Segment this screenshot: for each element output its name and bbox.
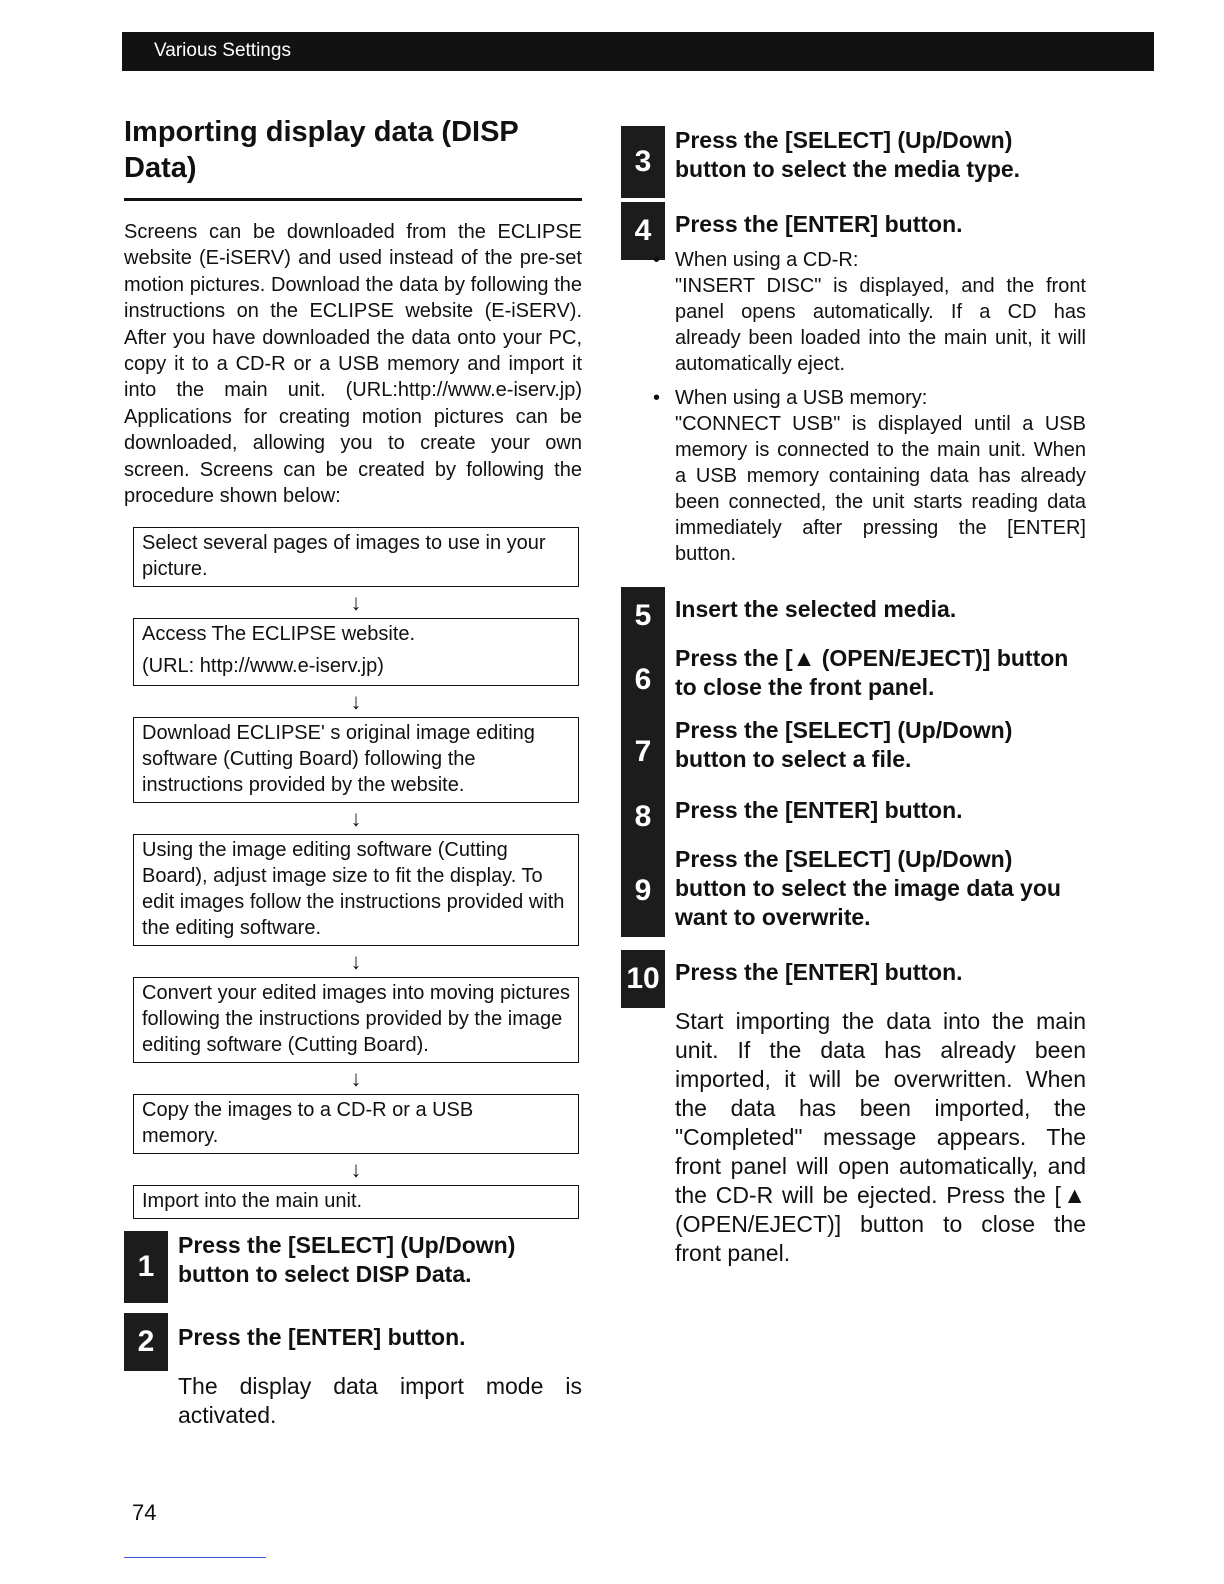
flow-box-text: Download ECLIPSE' s original image editing software (Cutting Board) following the instructions provided by the website.: [142, 722, 535, 797]
flow-box-text: Access The ECLIPSE website.: [142, 623, 416, 646]
step-instruction: Press the [ENTER] button.: [178, 1324, 466, 1351]
flow-box: [133, 618, 579, 686]
list-item: [675, 247, 1086, 377]
bullet-heading: • When using a CD-R:: [675, 249, 859, 271]
procedure-flowchart: [133, 527, 579, 1219]
flow-box: [133, 1185, 579, 1219]
step-instruction: Press the [ENTER] button.: [675, 797, 963, 823]
down-arrow-icon: ↓: [350, 689, 362, 715]
left-column: [124, 114, 582, 1430]
step-number-badge: 8: [621, 788, 665, 846]
step-2: [124, 1313, 582, 1430]
flow-box: [133, 834, 579, 946]
page-number: 74: [132, 1500, 157, 1525]
header-title: Various Settings: [154, 40, 291, 61]
section-title: Importing display data (DISP Data): [124, 114, 582, 201]
step-instruction: Press the [SELECT] (Up/Down) button to select the media type.: [675, 127, 1021, 182]
step-1: [124, 1231, 582, 1289]
right-column: [621, 126, 1086, 1268]
down-arrow-icon: ↓: [350, 1157, 362, 1183]
step-number-badge: 10: [621, 950, 665, 1008]
down-arrow-icon: ↓: [350, 806, 362, 832]
step-number-badge: 3: [621, 126, 665, 198]
header-bar: [122, 32, 1154, 71]
step-3: [621, 126, 1086, 184]
step-note: Start importing the data into the main unit. If the data has already been imported, it will be overwritten. When the data has been imported, the "Completed" message appears. The front panel will open automatically, and the CD-R will be ejected. Press the [▲ (OPEN/EJECT)] button to close the front panel.: [675, 1008, 1086, 1266]
step-note: The display data import mode is activated.: [178, 1373, 582, 1429]
flow-box: [133, 717, 579, 803]
flow-box: [133, 527, 579, 587]
step-number-badge: 4: [621, 202, 665, 260]
down-arrow-icon: ↓: [350, 949, 362, 975]
flow-box-text: Import into the main unit.: [142, 1190, 363, 1213]
intro-paragraph: Screens can be downloaded from the ECLIPSE website (E-iSERV) and used instead of the pre-set motion pictures. Download the data by following the instructions on the ECLIPSE website (E-iSERV). After you have downloaded the data onto your PC, copy it to a CD-R or a USB memory and import it into the main unit. (URL:http://www.e-iserv.jp) Applications for creating motion pictures can be downloaded, allowing you to create your own screen. Screens can be created by following the procedure shown below:: [124, 221, 582, 508]
step-instruction: Press the [SELECT] (Up/Down) button to select a file.: [675, 717, 1013, 772]
step-instruction: Insert the selected media.: [675, 596, 957, 622]
step-instruction: Press the [SELECT] (Up/Down) button to select the image data you want to overwrite.: [675, 846, 1061, 930]
flow-box-text: Copy the images to a CD-R or a USB memory.: [142, 1099, 474, 1148]
bullet-body: "CONNECT USB" is displayed until a USB memory is connected to the main unit. When a USB memory containing data has already been connected, the unit starts reading data immediately after pressing the [ENTER] button.: [675, 413, 1086, 565]
footer-line: [124, 1557, 266, 1558]
bullet-heading: • When using a USB memory:: [675, 387, 928, 409]
list-item: [675, 385, 1086, 567]
step-instruction: Press the [▲ (OPEN/EJECT)] button to close the front panel.: [675, 645, 1069, 700]
step-10: [621, 950, 1086, 1268]
step-4: [621, 202, 1086, 247]
step-6: [621, 644, 1086, 702]
step-instruction: Press the [ENTER] button.: [675, 959, 963, 985]
step-number-badge: 1: [124, 1231, 168, 1303]
step-number-badge: 5: [621, 587, 665, 645]
step-8: [621, 788, 1086, 833]
step-9: [621, 845, 1086, 932]
down-arrow-icon: ↓: [350, 1066, 362, 1092]
step-7: [621, 716, 1086, 774]
flow-box: [133, 977, 579, 1063]
flow-box-text: Select several pages of images to use in your picture.: [142, 532, 546, 581]
flow-box-url: (URL: http://www.e-iserv.jp): [142, 655, 384, 678]
step-4-notes: [621, 247, 1086, 567]
step-instruction: Press the [ENTER] button.: [675, 211, 963, 237]
step-instruction: Press the [SELECT] (Up/Down) button to select DISP Data.: [178, 1232, 516, 1288]
flow-box-text: Using the image editing software (Cutting Board), adjust image size to fit the display. To edit images follow the instructions provided with the editing software.: [142, 839, 565, 940]
flow-box: [133, 1094, 579, 1154]
step-number-badge: 2: [124, 1313, 168, 1371]
down-arrow-icon: ↓: [350, 590, 362, 616]
bullet-body: "INSERT DISC" is displayed, and the front panel opens automatically. If a CD has already been loaded into the main unit, it will automatically eject.: [675, 275, 1086, 375]
step-number-badge: 6: [621, 644, 665, 716]
flow-box-text: Convert your edited images into moving pictures following the instructions provided by the image editing software (Cutting Board).: [142, 982, 570, 1057]
step-number-badge: 7: [621, 716, 665, 788]
step-number-badge: 9: [621, 845, 665, 937]
step-5: [621, 587, 1086, 632]
